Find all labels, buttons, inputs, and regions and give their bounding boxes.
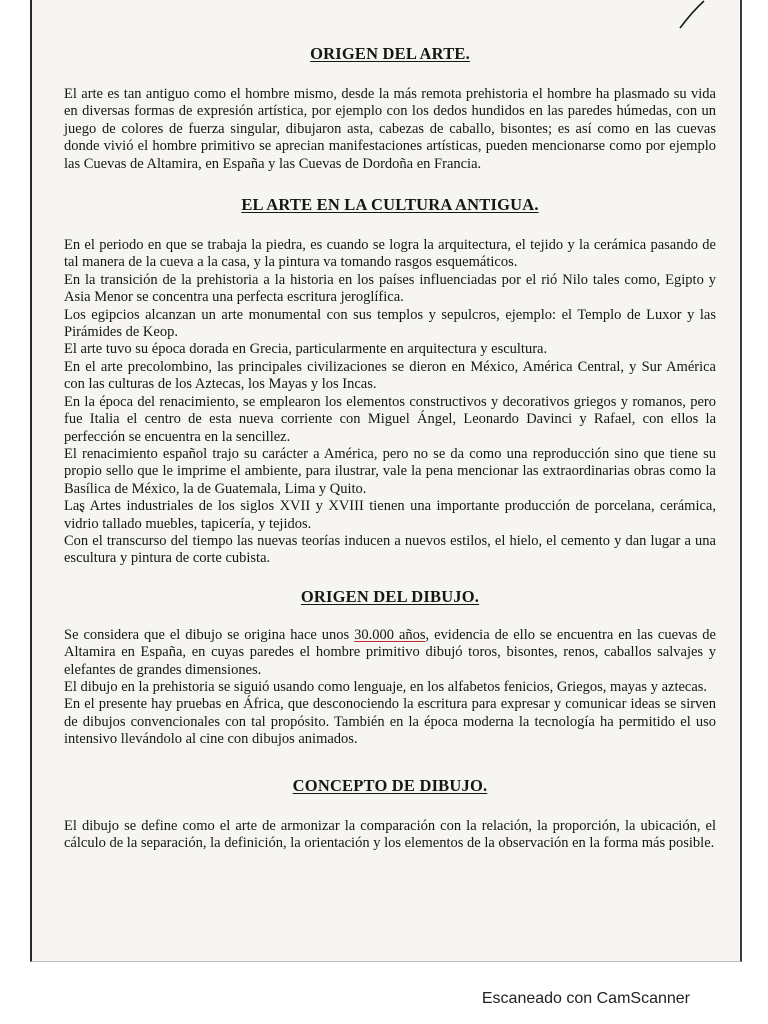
paragraph: El arte es tan antiguo como el hombre mismo, desde la más remota prehistoria el hombre ha plasmado su vida en diversas formas de expresión artística, por ejemplo con los dedos hundidos en las paredes húmedas, con un juego de colores de fuerza singular, dibujaron asta, cabezas de caballo, bisontes; es así como en las cuevas donde vivió el hombre primitivo se aprecian manifestaciones artísticas, pueden mencionarse como por ejemplo las Cuevas de Altamira, en España y las Cuevas de Dordoña en Francia. [64, 86, 716, 172]
section-body [64, 237, 716, 568]
section-body [64, 627, 716, 749]
pen-stroke-mark [678, 0, 706, 30]
paragraph: El renacimiento español trajo su carácter a América, pero no se da como una reproducción sino que tiene su propio sello que le imprime el ambiente, para ilustrar, vale la pena mencionar las extraordinarias obras como la Basílica de México, la de Guatemala, Lima y Quito. [64, 445, 716, 497]
paragraph: En el presente hay pruebas en África, que desconociendo la escritura para expresar y comunicar ideas se sirven de dibujos convencionales con tal propósito. También en la época moderna la tecnología ha permitido el uso intensivo llevándolo al cine con dibujos animados. [64, 696, 716, 748]
text-run: Se considera que el dibujo se origina hace unos [64, 626, 355, 643]
paragraph: Los egipcios alcanzan un arte monumental con sus templos y sepulcros, ejemplo: el Templo de Luxor y las Pirámides de Keop. [64, 306, 716, 341]
paragraph: El arte tuvo su época dorada en Grecia, particularmente en arquitectura y escultura. [64, 341, 548, 358]
paragraph: En el periodo en que se trabaja la piedra, es cuando se logra la arquitectura, el tejido y la cerámica pasando de tal manera de la cueva a la casa, y la pintura va tomando rasgos esquemáticos. [64, 237, 716, 271]
scanned-page [30, 0, 742, 962]
paragraph [64, 627, 716, 679]
heading-arte-cultura-antigua: EL ARTE EN LA CULTURA ANTIGUA. [241, 195, 539, 215]
paragraph: En la época del renacimiento, se emplearon los elementos constructivos y decorativos griegos y romanos, pero fue Italia el centro de esta nueva corriente con Miguel Ángel, Leonardo Davinci y Rafael, con ellos la perfección se encuentra en la sencillez. [64, 393, 716, 445]
paragraph: El dibujo en la prehistoria se siguió usando como lenguaje, en los alfabetos fenicios, Griegos, mayas y aztecas. [64, 678, 708, 695]
paragraph: Con el transcurso del tiempo las nuevas teorías inducen a nuevos estilos, el hielo, el cemento y dan lugar a una escultura y pintura de corte cubista. [64, 532, 716, 567]
heading-concepto-de-dibujo: CONCEPTO DE DIBUJO. [292, 775, 488, 795]
paragraph: El dibujo se define como el arte de armonizar la comparación con la relación, la proporción, la ubicación, el cálculo de la separación, la definición, la orientación y los elementos de la observación en la forma más posible. [64, 817, 716, 851]
paragraph: En la transición de la prehistoria a la historia en los países influenciadas por el rió Nilo tales como, Egipto y Asia Menor se concentra una perfecta escritura jeroglífica. [64, 271, 716, 306]
text-run: , evidencia de ello se encuentra en las cuevas de Altamira en España, en cuyas paredes el hombre primitivo dibujó toros, bisontes, renos, caballos salvajes y elefantes de grandes dimensiones. [64, 626, 716, 678]
paragraph: Las Artes industriales de los siglos XVII y XVIII tienen una importante producción de porcelana, cerámica, vidrio tallado muebles, tapicería, y tejidos. [64, 498, 716, 532]
heading-origen-del-dibujo: ORIGEN DEL DIBUJO. [300, 586, 480, 606]
camscanner-watermark: Escaneado con CamScanner [481, 990, 690, 1007]
paragraph: En el arte precolombino, las principales civilizaciones se dieron en México, América Central, y Sur América con las culturas de los Aztecas, los Mayas y los Incas. [64, 358, 716, 393]
document-body [64, 40, 716, 852]
heading-origen-del-arte: ORIGEN DEL ARTE. [310, 44, 470, 63]
red-underlined-text: 30.000 años [354, 626, 426, 643]
